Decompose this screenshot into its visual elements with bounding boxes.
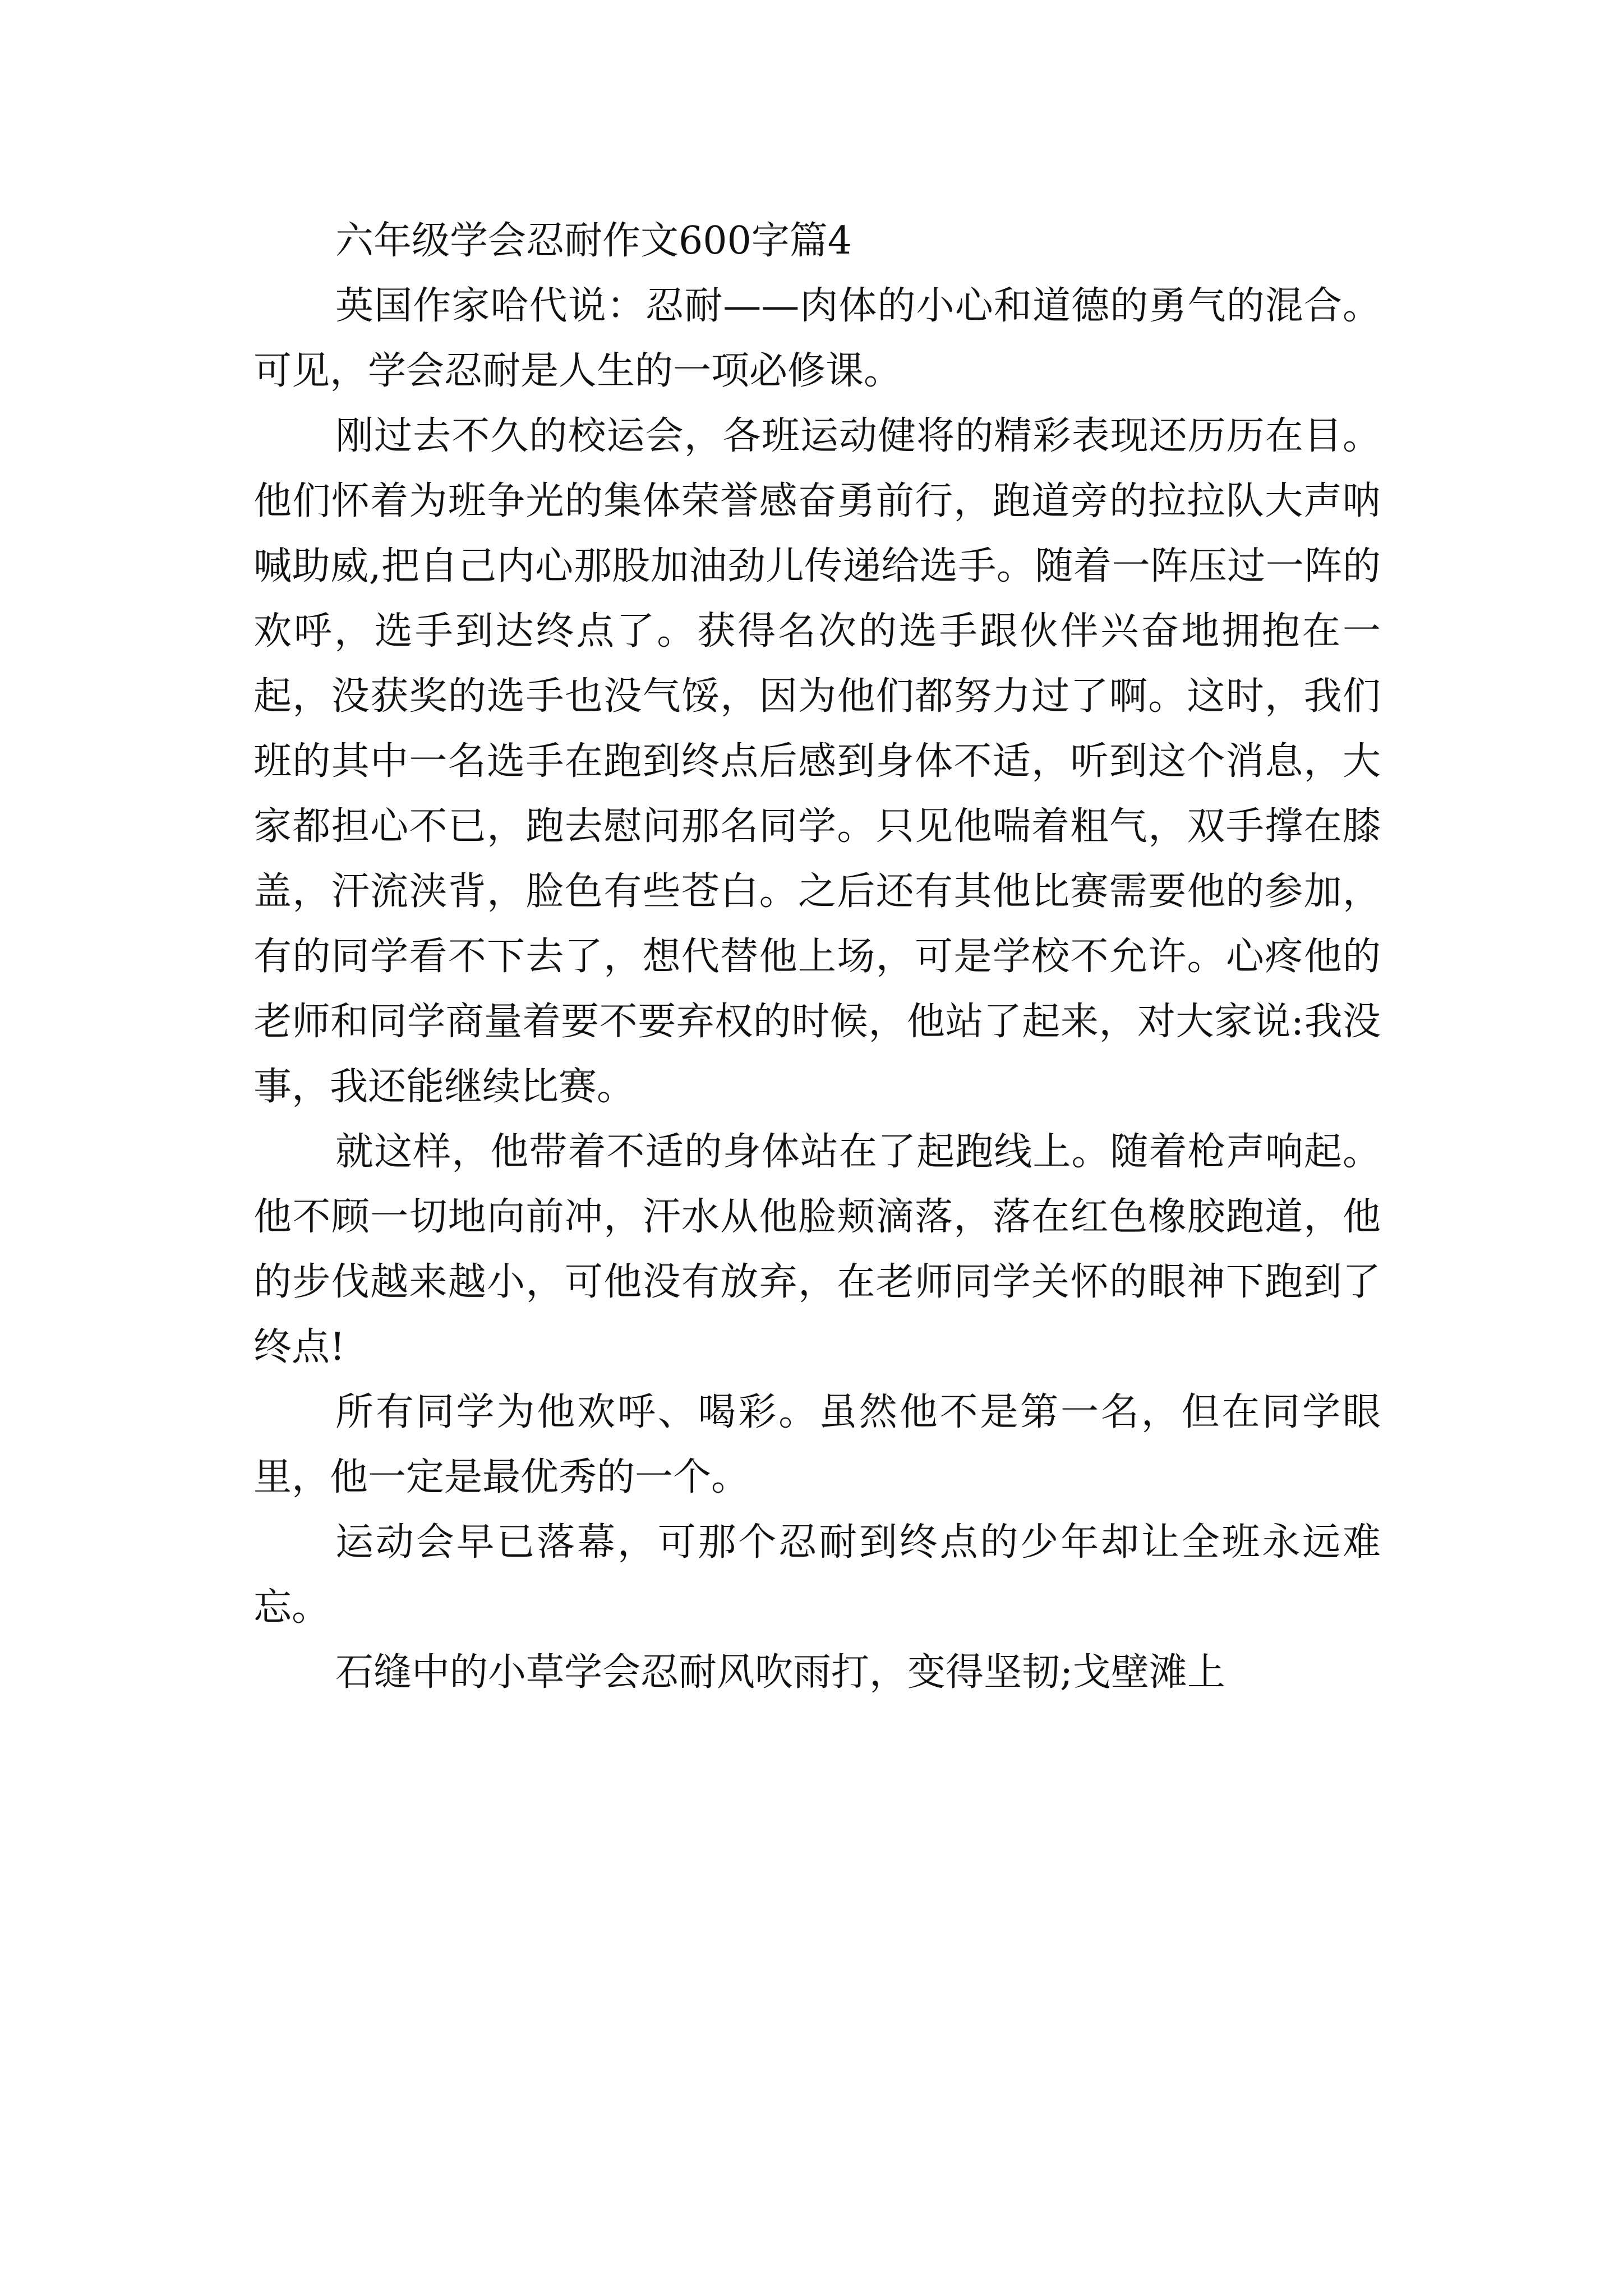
- paragraph-cheers: 所有同学为他欢呼、喝彩。虽然他不是第一名，但在同学眼里，他一定是最优秀的一个。: [253, 1390, 1381, 1499]
- article-body: [253, 209, 1381, 1705]
- paragraph-grass: 石缝中的小草学会忍耐风吹雨打，变得坚韧;戈壁滩上: [335, 1650, 1225, 1695]
- paragraph-quote: 英国作家哈代说：忍耐——肉体的小心和道德的勇气的混合。可见，学会忍耐是人生的一项必修课。: [253, 284, 1381, 393]
- article-title: 六年级学会忍耐作文600字篇4: [335, 219, 852, 263]
- paragraph-sports-meet: 刚过去不久的校运会，各班运动健将的精彩表现还历历在目。他们怀着为班争光的集体荣誉感奋勇前行，跑道旁的拉拉队大声呐喊助威,把自己内心那股加油劲儿传递给选手。随着一阵压过一阵的欢呼，选手到达终点了。获得名次的选手跟伙伴兴奋地拥抱在一起，没获奖的选手也没气馁，因为他们都努力过了啊。这时，我们班的其中一名选手在跑到终点后感到身体不适，听到这个消息，大家都担心不已，跑去慰问那名同学。只见他喘着粗气，双手撑在膝盖，汗流浃背，脸色有些苍白。之后还有其他比赛需要他的参加，有的同学看不下去了，想代替他上场，可是学校不允许。心疼他的老师和同学商量着要不要弃权的时候，他站了起来，对大家说:我没事，我还能继续比赛。: [253, 414, 1381, 1109]
- paragraph-memory: 运动会早已落幕，可那个忍耐到终点的少年却让全班永远难忘。: [253, 1520, 1381, 1630]
- paragraph-race: 就这样，他带着不适的身体站在了起跑线上。随着枪声响起。他不顾一切地向前冲，汗水从他脸颊滴落，落在红色橡胶跑道，他的步伐越来越小，可他没有放弃，在老师同学关怀的眼神下跑到了终点!: [253, 1130, 1381, 1369]
